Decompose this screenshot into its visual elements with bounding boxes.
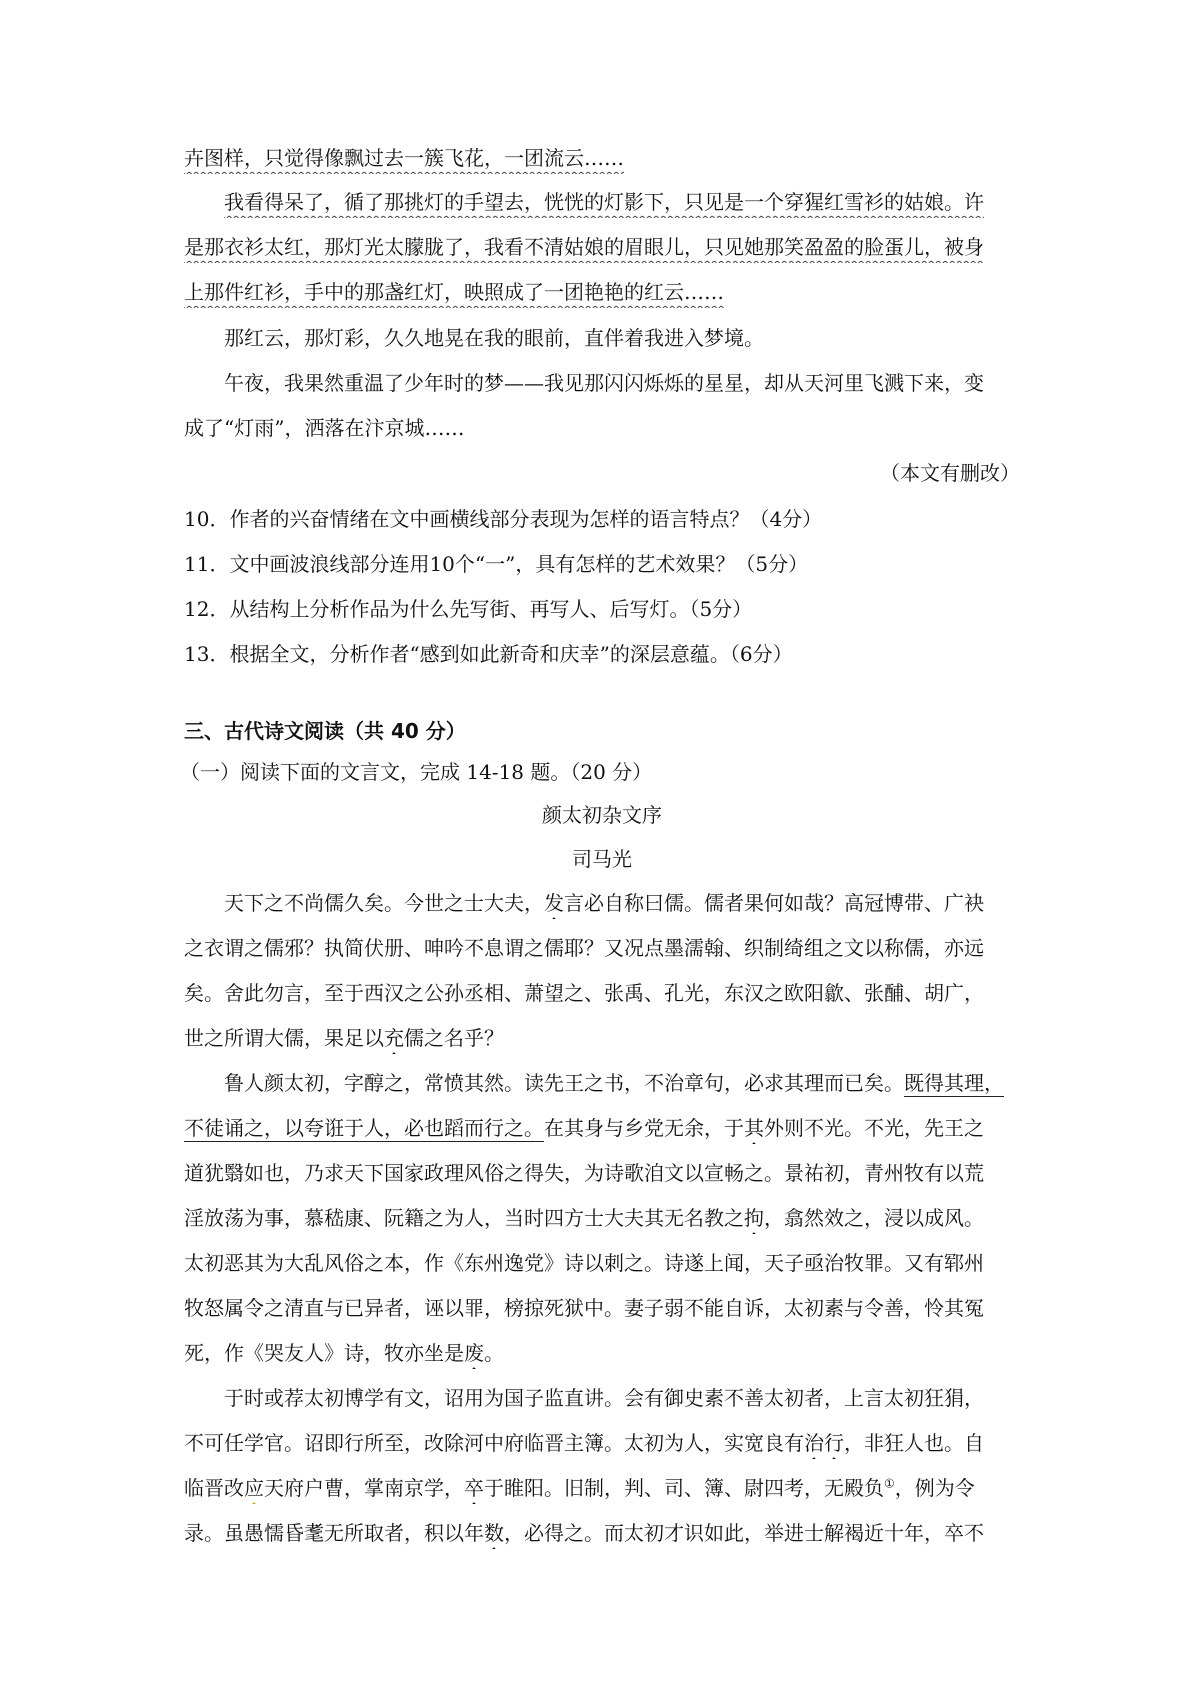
text-span: 淫放荡为事，慕嵇康、阮籍之为人，当时四方士大夫其无名教之 bbox=[184, 1206, 744, 1230]
emphasized-char: 充 bbox=[384, 1026, 404, 1050]
text-span: ，必得之。而太初才识如此，举进士解褐近十年，卒不 bbox=[504, 1521, 984, 1545]
classical-line bbox=[184, 1517, 1020, 1549]
wavy-underlined-text: 卉图样，只觉得像飘过去一簇飞花，一团流云…… bbox=[184, 146, 624, 170]
text-span: 言必自称曰儒。儒者果何如哉？高冠博带、广袂 bbox=[564, 891, 984, 915]
wavy-underlined-text: 是那衣衫太红，那灯光太朦胧了，我看不清姑娘的眉眼儿，只见她那笑盈盈的脸蛋儿，被身 bbox=[184, 235, 984, 259]
story-line bbox=[184, 231, 1020, 263]
classical-line: 太初恶其为大乱风俗之本，作《东州逸党》诗以刺之。诗遂上闻，天子亟治牧罪。又有郓州 bbox=[184, 1251, 984, 1275]
classical-line: 矣。舍此勿言，至于西汉之公孙丞相、萧望之、张禹、孔光，东汉之欧阳歙、张酺、胡广， bbox=[184, 981, 984, 1005]
text-span: 鲁人颜太初，字醇之，常愤其然。读先王之书，不治章句，必求其理而已矣。 bbox=[224, 1071, 904, 1095]
text-span: ，非狂人也。自 bbox=[844, 1431, 984, 1455]
text-span: 不可任学官。诏即行所至，改除河中府临晋主簿。太初为人，实宽良有 bbox=[184, 1431, 804, 1455]
emphasized-char: 数 bbox=[484, 1521, 504, 1545]
emphasized-char: 发 bbox=[544, 891, 564, 915]
emphasized-char: 治 bbox=[804, 1431, 824, 1455]
text-span: 儒之名乎？ bbox=[404, 1026, 504, 1050]
story-line: 午夜，我果然重温了少年时的梦——我见那闪闪烁烁的星星，却从天河里飞溅下来，变 bbox=[224, 371, 984, 395]
text-span: 临晋改 bbox=[184, 1476, 244, 1500]
wavy-underlined-text: 我看得呆了，循了那挑灯的手望去，恍恍的灯影下，只见是一个穿猩红雪衫的姑娘。许 bbox=[224, 190, 984, 214]
classical-line bbox=[184, 1427, 1020, 1459]
classical-line: 于时或荐太初博学有文，诏用为国子监直讲。会有御史素不善太初者，上言太初狂狷， bbox=[224, 1386, 984, 1410]
classical-line bbox=[184, 1112, 1020, 1144]
question-12: 12．从结构上分析作品为什么先写街、再写人、后写灯。（5分） bbox=[184, 597, 753, 621]
classical-line bbox=[184, 1022, 1020, 1054]
emphasized-char: 废 bbox=[464, 1341, 484, 1365]
footnote-marker: ① bbox=[884, 1476, 895, 1491]
emphasized-char: 行 bbox=[824, 1431, 844, 1455]
text-span: 外则不光。不光，先王之 bbox=[764, 1116, 984, 1140]
classical-line bbox=[184, 1067, 1020, 1099]
story-line bbox=[184, 186, 1020, 218]
question-10: 10．作者的兴奋情绪在文中画横线部分表现为怎样的语言特点？（4分） bbox=[184, 507, 823, 531]
text-span: 死，作《哭友人》诗，牧亦坐是 bbox=[184, 1341, 464, 1365]
story-line bbox=[184, 276, 1020, 308]
classical-line: 牧怒属令之清直与已异者，诬以罪，榜掠死狱中。妻子弱不能自诉，太初素与令善，怜其冤 bbox=[184, 1296, 984, 1320]
emphasized-char: 应 bbox=[244, 1476, 264, 1500]
story-line: 成了“灯雨”，洒落在汴京城…… bbox=[184, 416, 465, 440]
emphasized-char: 卒 bbox=[464, 1476, 484, 1500]
essay-title: 颜太初杂文序 bbox=[542, 803, 662, 827]
underlined-sentence: 既得其理， bbox=[904, 1071, 1004, 1095]
question-13: 13．根据全文，分析作者“感到如此新奇和庆幸”的深层意蕴。（6分） bbox=[184, 642, 793, 666]
text-span: ，翕然效之，浸以成风。 bbox=[764, 1206, 984, 1230]
classical-line: 之衣谓之儒邪？执简伏册、呻吟不息谓之儒耶？又况点墨濡翰、织制绮组之文以称儒，亦远 bbox=[184, 936, 984, 960]
text-span: 在其身与乡党无余，于 bbox=[544, 1116, 744, 1140]
classical-line bbox=[184, 1472, 1020, 1504]
essay-author: 司马光 bbox=[572, 847, 632, 871]
section-subheading: （一）阅读下面的文言文，完成 14-18 题。（20 分） bbox=[180, 760, 653, 784]
text-span: 天下之不尚儒久矣。今世之士大夫， bbox=[224, 891, 544, 915]
classical-line bbox=[184, 887, 1020, 919]
text-span: 于睢阳。旧制，判、司、簿、尉四考，无殿负 bbox=[484, 1476, 884, 1500]
wavy-underlined-text: 上那件红衫，手中的那盏红灯，映照成了一团艳艳的红云…… bbox=[184, 280, 724, 304]
text-span: ，例为令 bbox=[894, 1476, 975, 1500]
classical-line bbox=[184, 1337, 1020, 1369]
story-line: 那红云，那灯彩，久久地晃在我的眼前，直伴着我进入梦境。 bbox=[224, 326, 764, 350]
emphasized-char: 其 bbox=[744, 1116, 764, 1140]
source-note: （本文有删改） bbox=[880, 461, 1020, 485]
text-span: 。 bbox=[484, 1341, 504, 1365]
text-span: 天府户曹，掌南京学， bbox=[264, 1476, 464, 1500]
underlined-sentence: 不徒诵之，以夸诳于人，必也蹈而行之。 bbox=[184, 1116, 544, 1140]
section-heading: 三、古代诗文阅读（共 40 分） bbox=[184, 719, 466, 743]
text-span: 录。虽愚懦昏耄无所取者，积以年 bbox=[184, 1521, 484, 1545]
emphasized-char: 拘 bbox=[744, 1206, 764, 1230]
question-11: 11．文中画波浪线部分连用10个“一”，具有怎样的艺术效果？（5分） bbox=[184, 552, 809, 576]
text-span: 世之所谓大儒，果足以 bbox=[184, 1026, 384, 1050]
classical-line: 道犹翳如也，乃求天下国家政理风俗之得失，为诗歌洎文以宣畅之。景祐初，青州牧有以荒 bbox=[184, 1161, 984, 1185]
story-line bbox=[184, 142, 1020, 174]
classical-line bbox=[184, 1202, 1020, 1234]
